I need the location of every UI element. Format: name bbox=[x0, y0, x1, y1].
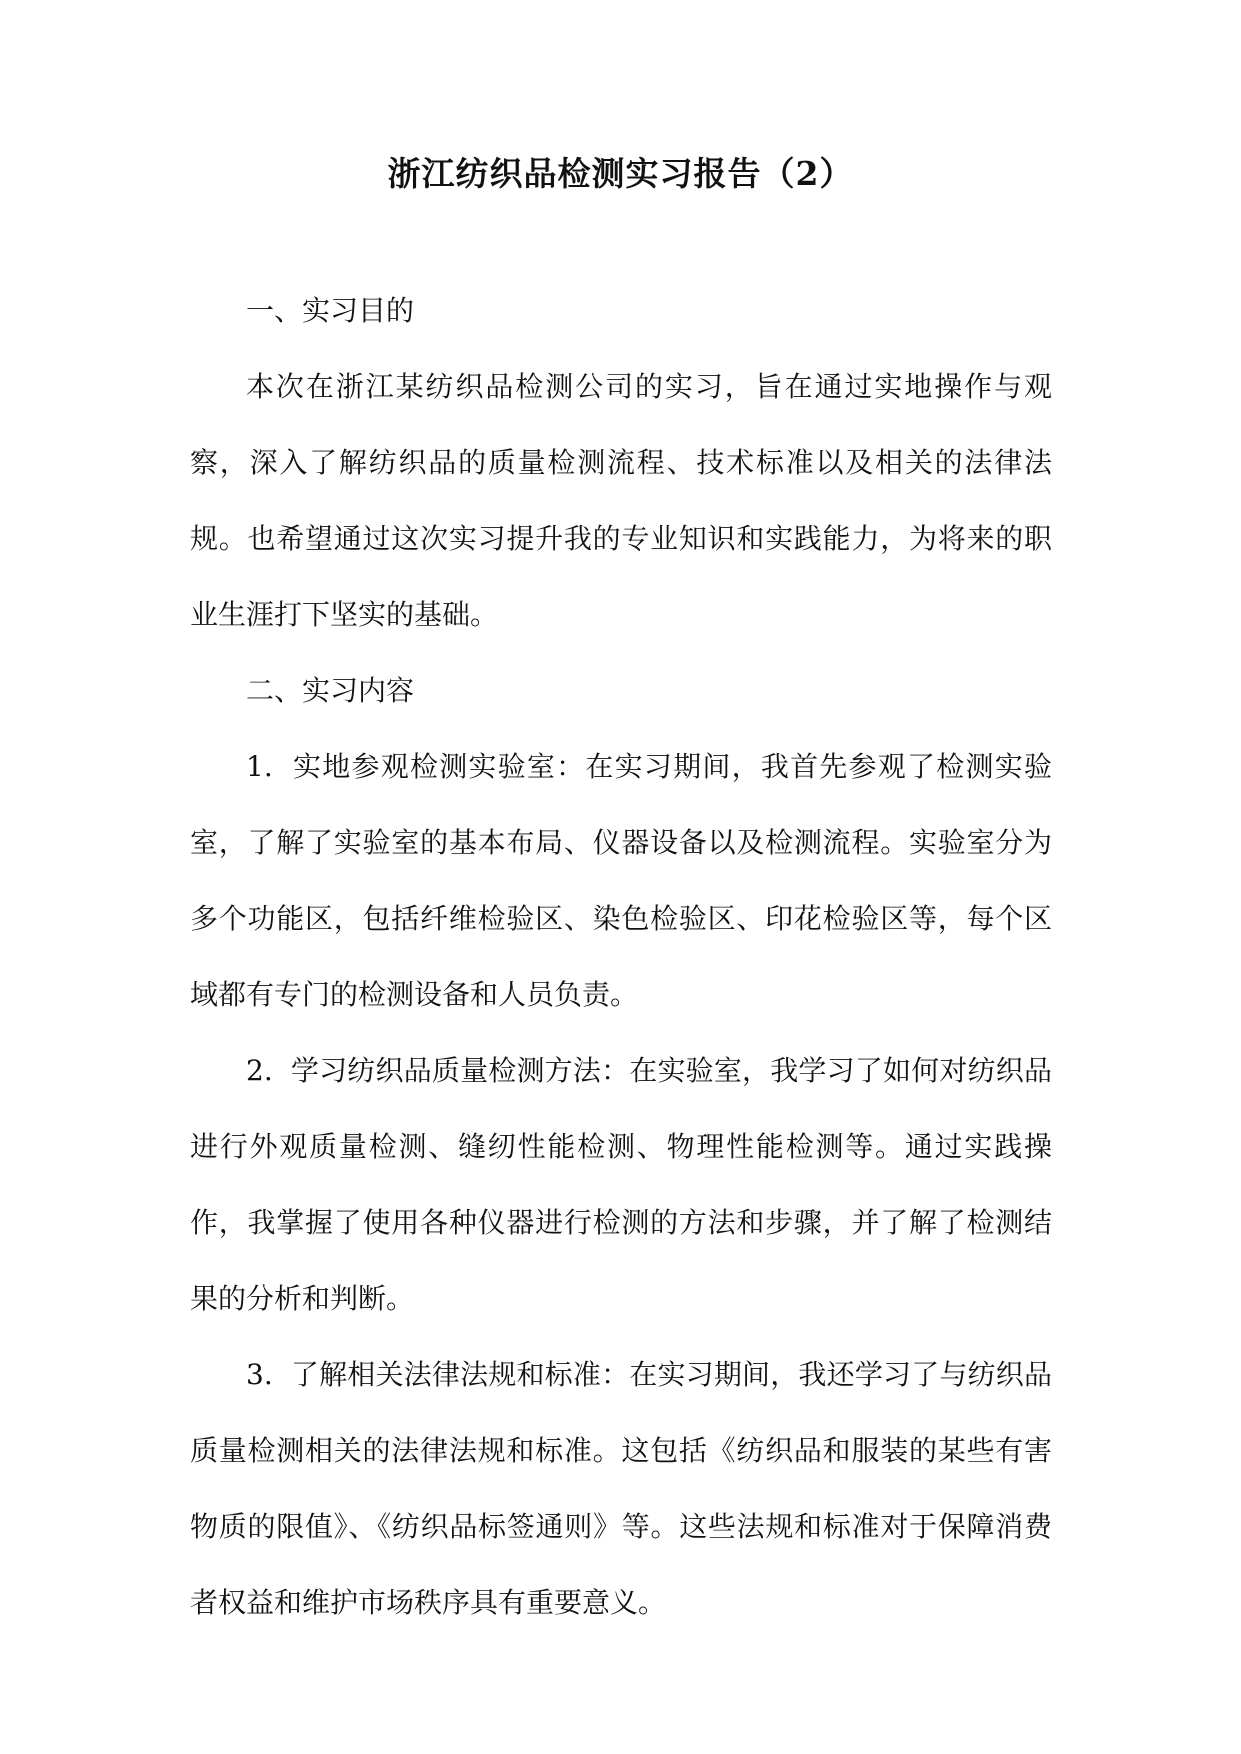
item-number: 1. bbox=[246, 750, 273, 783]
content-item-1 bbox=[190, 729, 1052, 1033]
document-body bbox=[190, 273, 1052, 1641]
content-item-3 bbox=[190, 1337, 1052, 1641]
section-heading-content: 二、实习内容 bbox=[246, 674, 415, 707]
document-title: 浙江纺织品检测实习报告（2） bbox=[387, 154, 854, 193]
item-number: 3. bbox=[246, 1358, 273, 1391]
purpose-paragraph: 本次在浙江某纺织品检测公司的实习，旨在通过实地操作与观察，深入了解纺织品的质量检测流程、技术标准以及相关的法律法规。也希望通过这次实习提升我的专业知识和实践能力，为将来的职业生涯打下坚实的基础。 bbox=[190, 370, 1052, 631]
item-number: 2. bbox=[246, 1054, 273, 1087]
item-text: 了解相关法律法规和标准：在实习期间，我还学习了与纺织品质量检测相关的法律法规和标准。这包括《纺织品和服装的某些有害物质的限值》、《纺织品标签通则》等。这些法规和标准对于保障消费者权益和维护市场秩序具有重要意义。 bbox=[190, 1358, 1052, 1619]
content-item-2 bbox=[190, 1033, 1052, 1337]
item-text: 实地参观检测实验室：在实习期间，我首先参观了检测实验室，了解了实验室的基本布局、仪器设备以及检测流程。实验室分为多个功能区，包括纤维检验区、染色检验区、印花检验区等，每个区域都有专门的检测设备和人员负责。 bbox=[190, 750, 1052, 1011]
section-heading-purpose: 一、实习目的 bbox=[246, 294, 415, 327]
item-text: 学习纺织品质量检测方法：在实验室，我学习了如何对纺织品进行外观质量检测、缝纫性能检测、物理性能检测等。通过实践操作，我掌握了使用各种仪器进行检测的方法和步骤，并了解了检测结果的分析和判断。 bbox=[190, 1054, 1052, 1315]
